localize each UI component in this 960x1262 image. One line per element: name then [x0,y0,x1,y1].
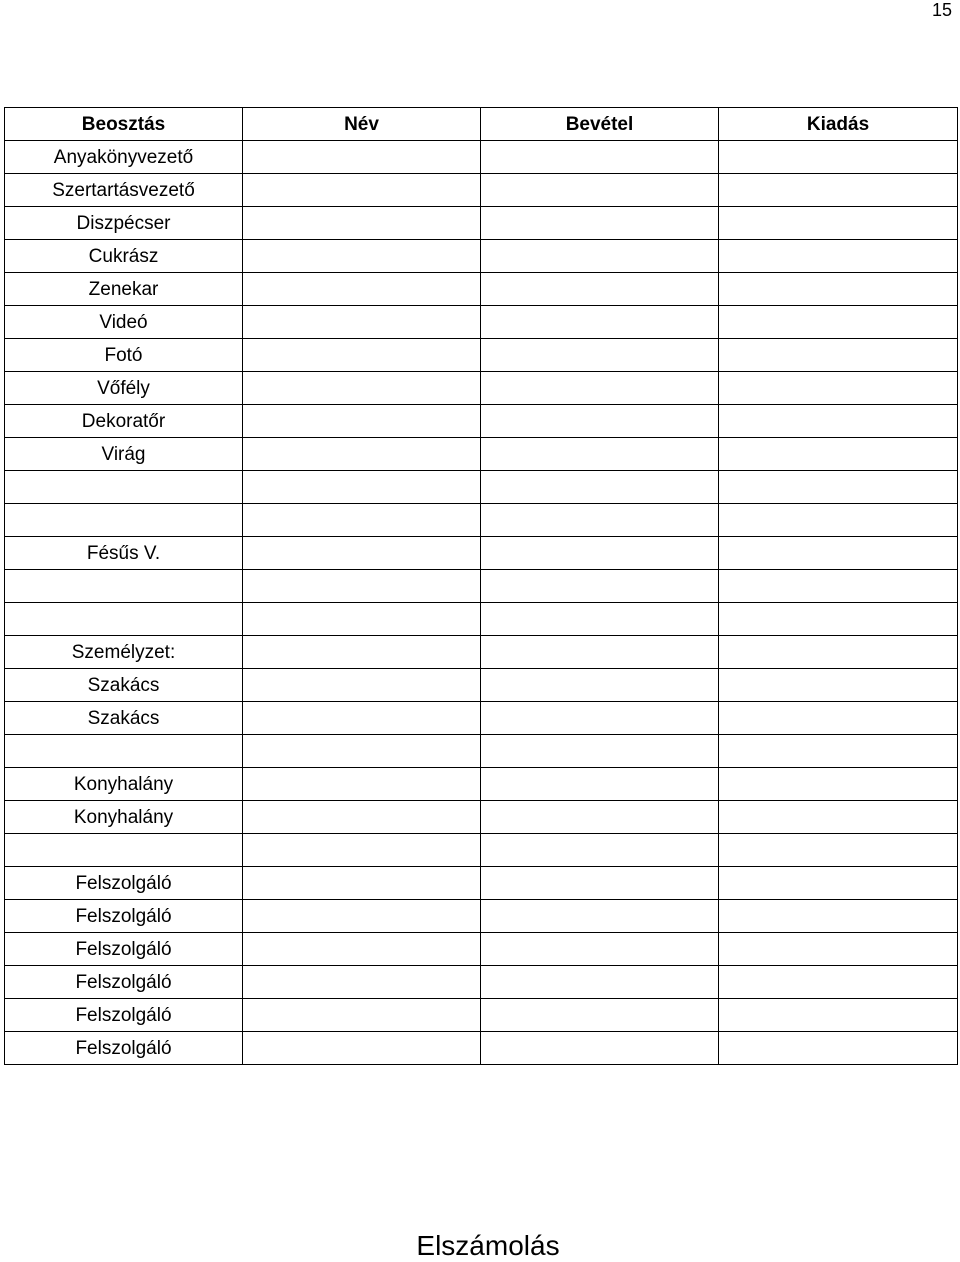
income-cell[interactable] [481,537,719,570]
table-row [5,339,958,372]
expense-cell[interactable] [719,867,958,900]
expense-cell[interactable] [719,669,958,702]
table-row [5,471,958,504]
name-cell[interactable] [243,702,481,735]
role-cell: Fotó [5,339,243,372]
income-cell[interactable] [481,405,719,438]
ledger-body [5,141,958,1065]
page-number: 15 [931,0,952,20]
name-cell[interactable] [243,174,481,207]
name-cell[interactable] [243,339,481,372]
name-cell[interactable] [243,735,481,768]
role-cell: Cukrász [5,240,243,273]
income-cell[interactable] [481,834,719,867]
table-row [5,207,958,240]
expense-cell[interactable] [719,174,958,207]
role-cell: Virág [5,438,243,471]
income-cell[interactable] [481,306,719,339]
role-cell: Felszolgáló [5,867,243,900]
role-cell: Felszolgáló [5,966,243,999]
table-row [5,306,958,339]
table-row [5,174,958,207]
role-cell: Felszolgáló [5,999,243,1032]
header-bevetel: Bevétel [481,108,719,141]
name-cell[interactable] [243,306,481,339]
income-cell[interactable] [481,801,719,834]
table-row [5,372,958,405]
expense-cell[interactable] [719,834,958,867]
table-row [5,141,958,174]
role-cell: Felszolgáló [5,900,243,933]
expense-cell[interactable] [719,405,958,438]
table-row [5,240,958,273]
income-cell[interactable] [481,669,719,702]
income-cell[interactable] [481,999,719,1032]
table-row [5,405,958,438]
table-row [5,834,958,867]
role-cell: Konyhalány [5,768,243,801]
income-cell[interactable] [481,207,719,240]
income-cell[interactable] [481,240,719,273]
expense-cell[interactable] [719,537,958,570]
expense-cell[interactable] [719,339,958,372]
expense-cell[interactable] [719,999,958,1032]
role-cell: Személyzet: [5,636,243,669]
role-cell: Szakács [5,669,243,702]
expense-cell[interactable] [719,768,958,801]
name-cell[interactable] [243,240,481,273]
role-cell: Anyakönyvezető [5,141,243,174]
name-cell[interactable] [243,834,481,867]
role-cell [5,471,243,504]
income-cell[interactable] [481,438,719,471]
table-row [5,966,958,999]
income-cell[interactable] [481,768,719,801]
role-cell: Konyhalány [5,801,243,834]
role-cell: Dekoratőr [5,405,243,438]
role-cell [5,603,243,636]
name-cell[interactable] [243,669,481,702]
table-row [5,900,958,933]
header-row [5,108,958,141]
table-row [5,1032,958,1065]
name-cell[interactable] [243,570,481,603]
income-cell[interactable] [481,702,719,735]
name-cell[interactable] [243,405,481,438]
name-cell[interactable] [243,801,481,834]
name-cell[interactable] [243,1032,481,1065]
table-row [5,603,958,636]
expense-cell[interactable] [719,207,958,240]
income-cell[interactable] [481,570,719,603]
name-cell[interactable] [243,900,481,933]
name-cell[interactable] [243,438,481,471]
role-cell [5,834,243,867]
table-row [5,768,958,801]
expense-cell[interactable] [719,702,958,735]
role-cell: Felszolgáló [5,933,243,966]
income-cell[interactable] [481,339,719,372]
role-cell: Zenekar [5,273,243,306]
expense-cell[interactable] [719,372,958,405]
expense-cell[interactable] [719,900,958,933]
income-cell[interactable] [481,471,719,504]
expense-cell[interactable] [719,933,958,966]
role-cell [5,570,243,603]
table-row [5,999,958,1032]
name-cell[interactable] [243,867,481,900]
name-cell[interactable] [243,603,481,636]
name-cell[interactable] [243,636,481,669]
role-cell [5,735,243,768]
income-cell[interactable] [481,966,719,999]
ledger-table [4,107,958,1065]
header-nev: Név [243,108,481,141]
header-kiadas: Kiadás [719,108,958,141]
income-cell[interactable] [481,636,719,669]
income-cell[interactable] [481,900,719,933]
role-cell: Vőfély [5,372,243,405]
name-cell[interactable] [243,372,481,405]
income-cell[interactable] [481,1032,719,1065]
income-cell[interactable] [481,372,719,405]
expense-cell[interactable] [719,966,958,999]
expense-cell[interactable] [719,438,958,471]
role-cell: Diszpécser [5,207,243,240]
footer-title: Elszámolás [416,1230,560,1261]
income-cell[interactable] [481,867,719,900]
expense-cell[interactable] [719,273,958,306]
name-cell[interactable] [243,141,481,174]
expense-cell[interactable] [719,471,958,504]
expense-cell[interactable] [719,603,958,636]
table-row [5,636,958,669]
expense-cell[interactable] [719,141,958,174]
name-cell[interactable] [243,471,481,504]
name-cell[interactable] [243,273,481,306]
income-cell[interactable] [481,603,719,636]
name-cell[interactable] [243,768,481,801]
role-cell: Szakács [5,702,243,735]
expense-cell[interactable] [719,504,958,537]
expense-cell[interactable] [719,801,958,834]
table-row [5,867,958,900]
table-row [5,801,958,834]
expense-cell[interactable] [719,570,958,603]
income-cell[interactable] [481,504,719,537]
expense-cell[interactable] [719,1032,958,1065]
expense-cell[interactable] [719,735,958,768]
role-cell [5,504,243,537]
expense-cell[interactable] [719,306,958,339]
table-row [5,702,958,735]
table-row [5,504,958,537]
role-cell: Videó [5,306,243,339]
table-row [5,438,958,471]
expense-cell[interactable] [719,240,958,273]
name-cell[interactable] [243,999,481,1032]
name-cell[interactable] [243,966,481,999]
role-cell: Fésűs V. [5,537,243,570]
table-row [5,669,958,702]
table-row [5,537,958,570]
name-cell[interactable] [243,537,481,570]
expense-cell[interactable] [719,636,958,669]
income-cell[interactable] [481,933,719,966]
income-cell[interactable] [481,174,719,207]
income-cell[interactable] [481,735,719,768]
table-row [5,273,958,306]
table-row [5,735,958,768]
income-cell[interactable] [481,141,719,174]
table-row [5,570,958,603]
name-cell[interactable] [243,933,481,966]
role-cell: Felszolgáló [5,1032,243,1065]
role-cell: Szertartásvezető [5,174,243,207]
name-cell[interactable] [243,207,481,240]
name-cell[interactable] [243,504,481,537]
header-beosztas: Beosztás [5,108,243,141]
income-cell[interactable] [481,273,719,306]
table-row [5,933,958,966]
